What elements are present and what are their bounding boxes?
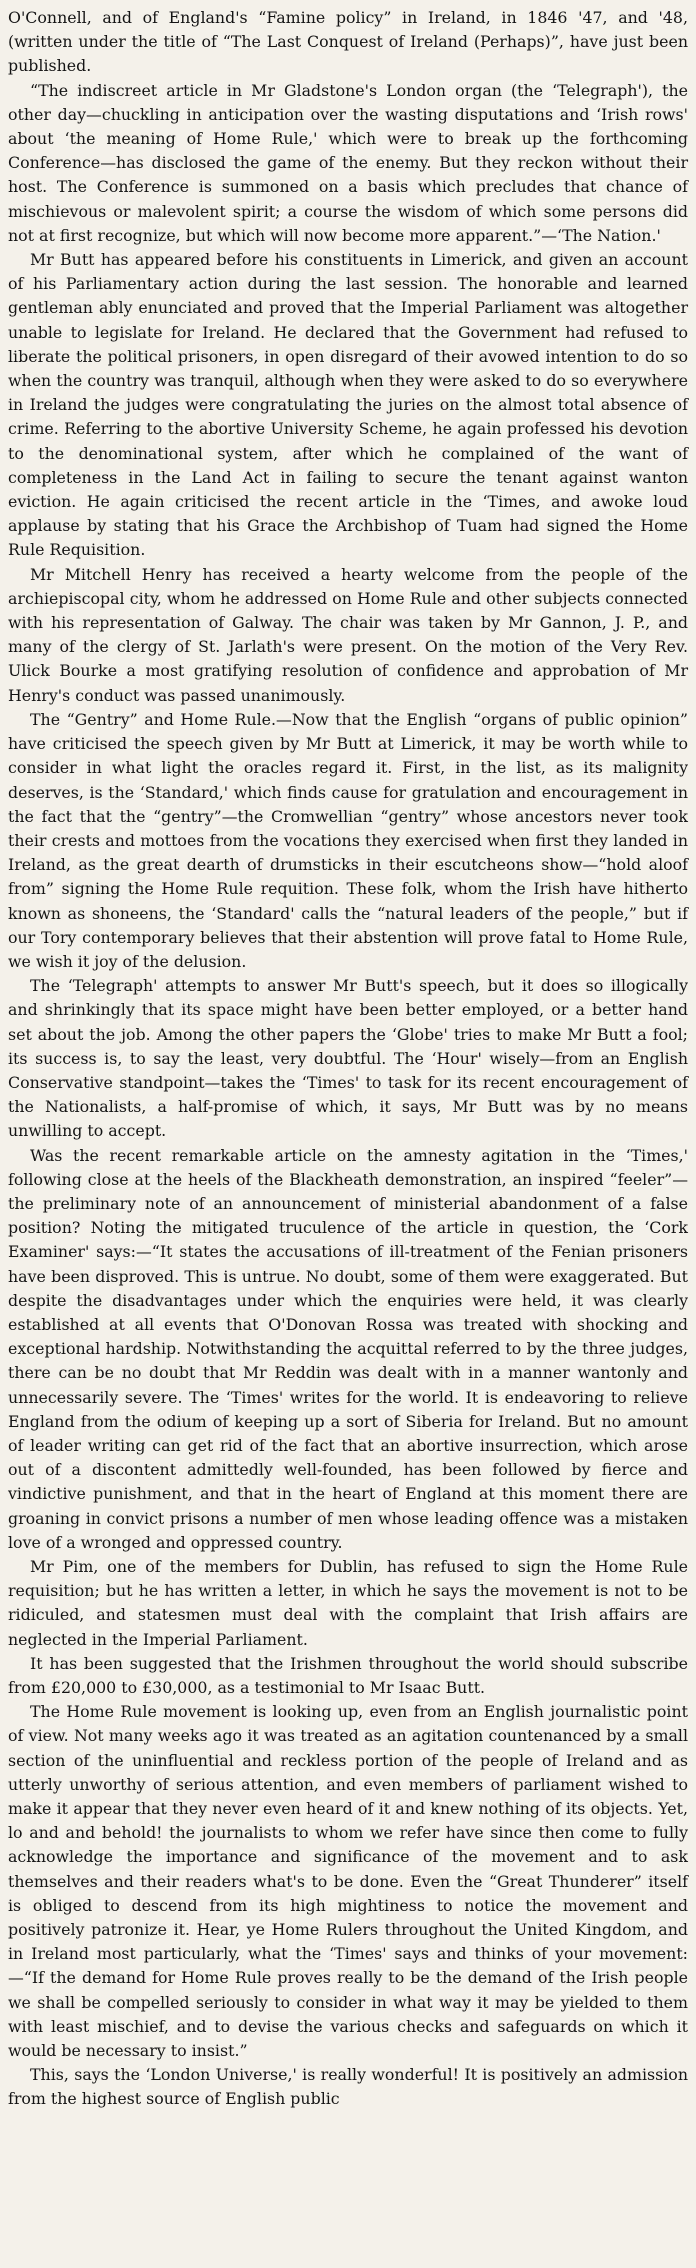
- paragraph-mr-pim: Mr Pim, one of the members for Dublin, has refused to sign the Home Rule requisition; but he has written a letter, in which he says the movement is not to be ridiculed, and statesmen must deal with the complaint that Irish affairs are neglected in the Imperial Parliament.: [8, 1557, 688, 1649]
- paragraph-movement-looking-up: The Home Rule movement is looking up, even from an English journalistic point of view. Not many weeks ago it was treated as an agitation countenanced by a small section of the uninfluential and reckless portion of the people of Ireland and as utterly unworthy of serious attention, and even members of parliament wished to make it appear that they never even heard of it and knew nothing of its objects. Yet, lo and and behold! the journalists to whom we refer have since then come to fully acknowledge the importance and significance of the movement and to ask themselves and their readers what's to be done. Even the “Great Thunderer” itself is obliged to descend from its high mightiness to notice the movement and positively patronize it. Hear, ye Home Rulers throughout the United Kingdom, and in Ireland most particularly, what the ‘Times' says and thinks of your movement:—“If the demand for Home Rule proves really to be the demand of the Irish people we shall be compelled seriously to consider in what way it may be yielded to them with least mischief, and to devise the various checks and safeguards on which it would be necessary to insist.”: [8, 1702, 688, 2061]
- paragraph-amnesty-agitation: Was the recent remarkable article on the amnesty agitation in the ‘Times,' following close at the heels of the Blackheath demonstration, an inspired “feeler”—the preliminary note of an announcement of ministerial abandonment of a false position? Noting the mitigated truculence of the article in question, the ‘Cork Examiner' says:—“It states the accusations of ill-treatment of the Fenian prisoners have been disproved. This is untrue. No doubt, some of them were exaggerated. But despite the disadvantages under which the enquiries were held, it was clearly established at all events that O'Donovan Rossa was treated with shocking and exceptional hardship. Notwithstanding the acquittal referred to by the three judges, there can be no doubt that Mr Reddin was dealt with in a manner wantonly and unnecessarily severe. The ‘Times' writes for the world. It is endeavoring to relieve England from the odium of keeping up a sort of Siberia for Ireland. But no amount of leader writing can get rid of the fact that an abortive insurrection, which arose out of a discontent admittedly well-founded, has been followed by fierce and vindictive punishment, and that in the heart of England at this moment there are groaning in convict prisons a number of men whose leading offence was a mistaken love of a wronged and oppressed country.: [8, 1145, 688, 1552]
- paragraph-gentry-home-rule: The “Gentry” and Home Rule.—Now that the English “organs of public opinion” have criticised the speech given by Mr Butt at Limerick, it may be worth while to consider in what light the oracles regard it. First, in the list, as its malignity deserves, is the ‘Standard,' which finds cause for gratulation and encouragement in the fact that the “gentry”—the Cromwellian “gentry” whose ancestors never took their crests and mottoes from the vocations they exercised when first they landed in Ireland, as the great dearth of drumsticks in their escutcheons show—“hold aloof from” signing the Home Rule requition. These folk, whom the Irish have hitherto known as shoneens, the ‘Standard' calls the “natural leaders of the people,” but if our Tory contemporary believes that their abstention will prove fatal to Home Rule, we wish it joy of the delusion.: [8, 709, 688, 971]
- paragraph-testimonial: It has been suggested that the Irishmen throughout the world should subscribe from £20,000 to £30,000, as a testimonial to Mr Isaac Butt.: [8, 1653, 688, 1698]
- paragraph-telegraph-reply: The ‘Telegraph' attempts to answer Mr Butt's speech, but it does so illogically and shrinkingly that its space might have been better employed, or a better hand set about the job. Among the other papers the ‘Globe' tries to make Mr Butt a fool; its success is, to say the least, very doubtful. The ‘Hour' wisely—from an English Conservative standpoint—takes the ‘Times' to task for its recent encouragement of the Nationalists, a half-promise of which, it says, Mr Butt was by no means unwilling to accept.: [8, 976, 688, 1141]
- paragraph-famine-policy: O'Connell, and of England's “Famine policy” in Ireland, in 1846 '47, and '48, (written under the title of “The Last Conquest of Ireland (Perhaps)”, have just been published.: [8, 8, 688, 76]
- paragraph-london-universe: This, says the ‘London Universe,' is really wonderful! It is positively an admission from the highest source of English public: [8, 2065, 688, 2109]
- paragraph-butt-limerick: Mr Butt has appeared before his constituents in Limerick, and given an account of his Parliamentary action during the last session. The honorable and learned gentleman ably enunciated and proved that the Imperial Parliament was altogether unable to legislate for Ireland. He declared that the Government had refused to liberate the political prisoners, in open disregard of their avowed intention to do so when the country was tranquil, although when they were asked to do so everywhere in Ireland the judges were congratulating the juries on the almost total absence of crime. Referring to the abortive University Scheme, he again professed his devotion to the denominational system, after which he complained of the want of completeness in the Land Act in failing to secure the tenant against wanton eviction. He again criticised the recent article in the ‘Times, and awoke loud applause by stating that his Grace the Archbishop of Tuam had signed the Home Rule Requisition.: [8, 250, 688, 560]
- paragraph-nation-quote: “The indiscreet article in Mr Gladstone's London organ (the ‘Telegraph'), the other day—chuckling in anticipation over the wasting disputations and ‘Irish rows' about ‘the meaning of Home Rule,' which were to break up the forthcoming Conference—has disclosed the game of the enemy. But they reckon without their host. The Conference is summoned on a basis which precludes that chance of mischievous or malevolent spirit; a course the wisdom of which some persons did not at first recognize, but which will now become more apparent.”—‘The Nation.': [8, 80, 688, 245]
- paragraph-mitchell-henry: Mr Mitchell Henry has received a hearty welcome from the people of the archiepiscopal city, whom he addressed on Home Rule and other subjects connected with his representation of Galway. The chair was taken by Mr Gannon, J. P., and many of the clergy of St. Jarlath's were present. On the motion of the Very Rev. Ulick Bourke a most gratifying resolution of confidence and approbation of Mr Henry's conduct was passed unanimously.: [8, 564, 688, 705]
